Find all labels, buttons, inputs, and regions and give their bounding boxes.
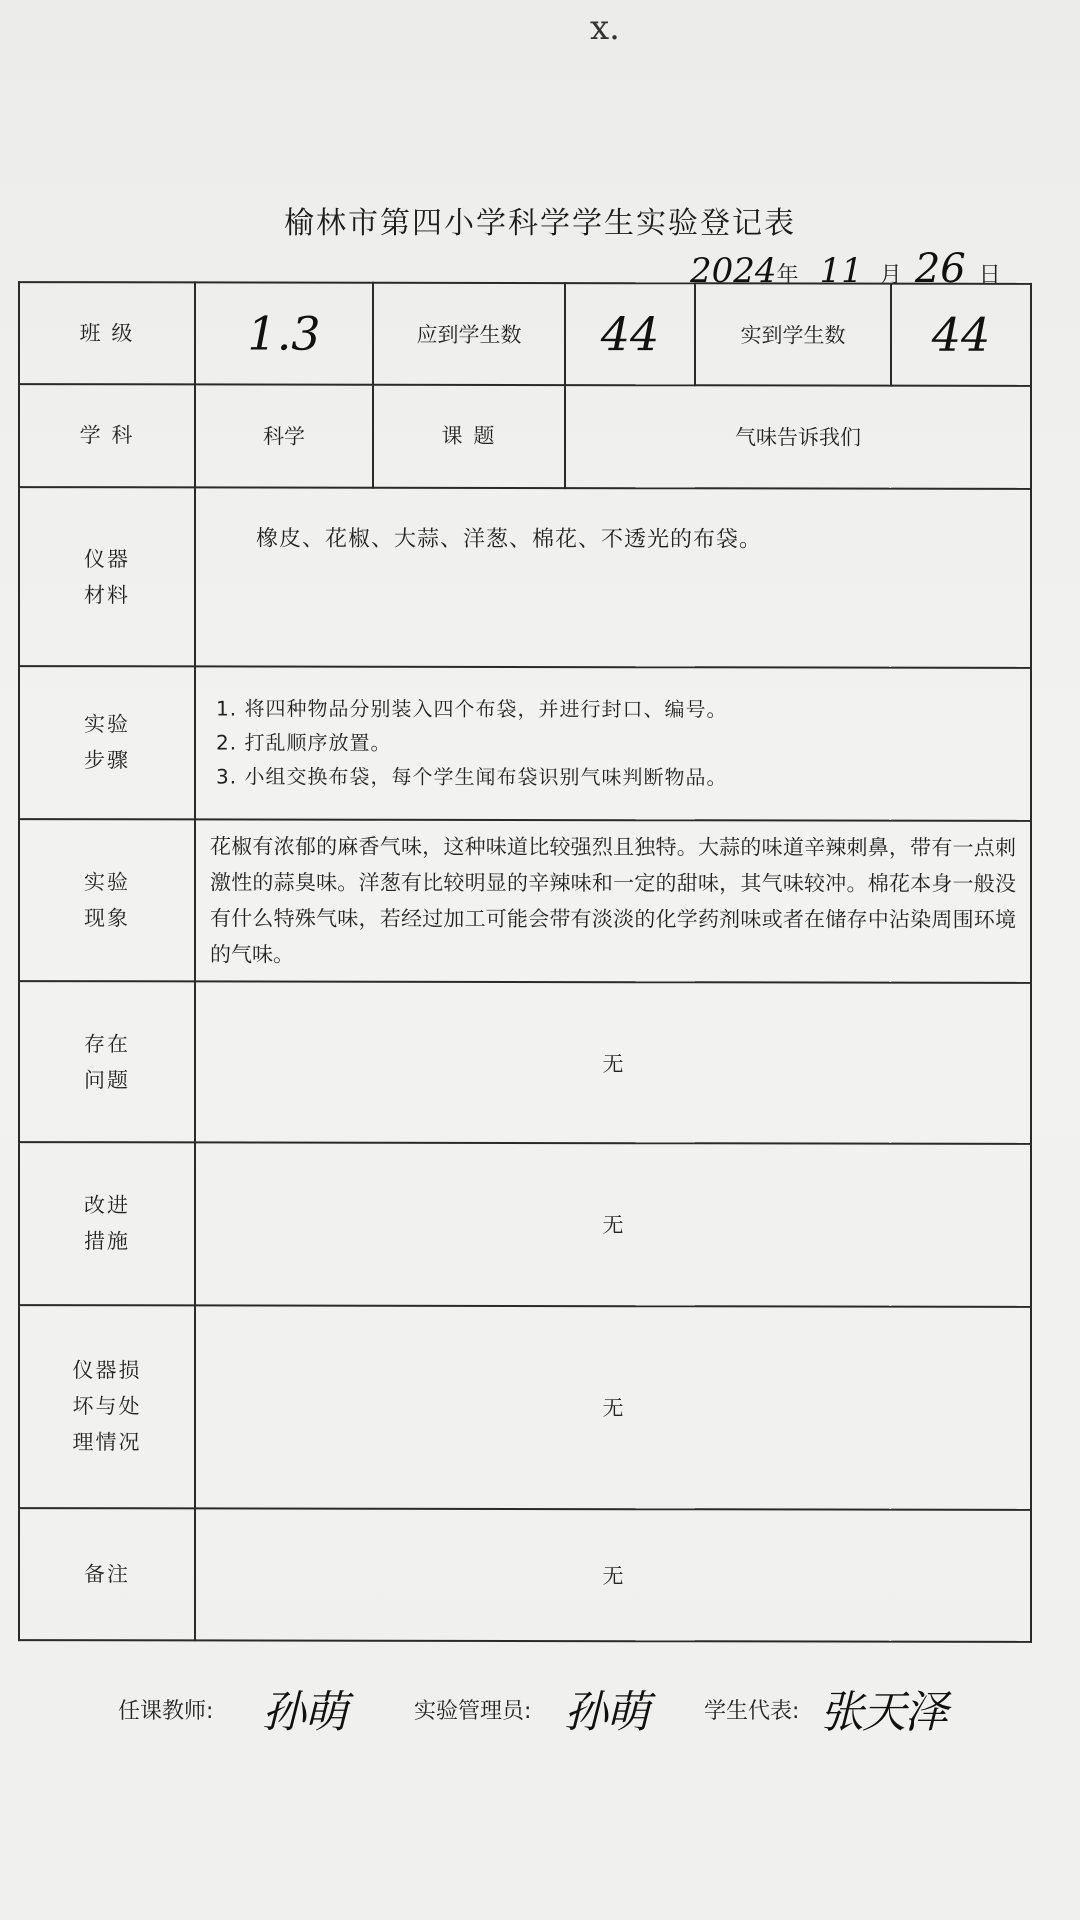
actual-students-label: 实到学生数 — [695, 283, 891, 385]
damage-label — [19, 1305, 195, 1509]
steps-list — [195, 667, 1031, 821]
phenomena-label-line1: 实验 — [84, 870, 130, 895]
top-scribble: x. — [590, 8, 620, 48]
improvements-value: 无 — [195, 1142, 1031, 1306]
table-row-subject — [19, 384, 1031, 489]
damage-value: 无 — [195, 1305, 1031, 1510]
admin-signature: 孙萌 — [564, 1687, 648, 1738]
date-year-unit: 年 — [776, 263, 799, 288]
steps-label-line2: 步骤 — [84, 748, 130, 773]
student-representative-label: 学生代表: — [704, 1699, 800, 1724]
damage-label-line2: 坏与处 — [72, 1394, 142, 1419]
table-row-phenomena — [19, 819, 1031, 983]
improvements-label-line2: 措施 — [84, 1229, 130, 1254]
date-month: 11 — [819, 251, 863, 291]
table-row-remarks — [19, 1508, 1031, 1642]
expected-students-value: 44 — [565, 283, 695, 385]
step-item: 1. 将四种物品分别装入四个布袋，并进行封口、编号。 — [216, 696, 728, 722]
phenomena-value: 花椒有浓郁的麻香气味，这种味道比较强烈且独特。大蒜的味道辛辣刺鼻，带有一点刺激性的蒜臭味。洋葱有比较明显的辛辣味和一定的甜味，其气味较冲。棉花本身一般没有什么特殊气味，若经过加工可能会带有淡淡的化学药剂味或者在储存中沾染周围环境的气味。 — [195, 819, 1031, 983]
problems-label-line2: 问题 — [84, 1067, 130, 1092]
materials-label-line2: 材料 — [84, 582, 130, 608]
remarks-value: 无 — [195, 1508, 1031, 1642]
remarks-label: 备注 — [19, 1508, 195, 1641]
table-row-improvements — [19, 1142, 1031, 1306]
date-day-unit: 日 — [978, 263, 1001, 288]
steps-label-line1: 实验 — [84, 712, 130, 737]
problems-label-line1: 存在 — [84, 1031, 130, 1056]
teacher-signature: 孙萌 — [262, 1687, 346, 1738]
improvements-label — [19, 1142, 195, 1305]
expected-students-label: 应到学生数 — [373, 283, 565, 385]
student-representative-signature: 张天泽 — [820, 1687, 946, 1738]
topic-label: 课 题 — [373, 384, 565, 488]
improvements-label-line1: 改进 — [84, 1193, 130, 1218]
step-item: 2. 打乱顺序放置。 — [216, 730, 392, 756]
phenomena-label-line2: 现象 — [84, 906, 130, 931]
phenomena-label — [19, 819, 195, 982]
actual-students-value: 44 — [891, 284, 1031, 386]
problems-label — [19, 981, 195, 1142]
table-row-steps — [19, 666, 1031, 820]
signature-footer — [0, 1676, 1080, 1756]
problems-value: 无 — [195, 982, 1031, 1144]
date-month-unit: 月 — [879, 263, 902, 288]
materials-value: 橡皮、花椒、大蒜、洋葱、棉花、不透光的布袋。 — [195, 488, 1031, 668]
materials-label-line1: 仪器 — [84, 546, 130, 572]
admin-label: 实验管理员: — [414, 1699, 532, 1724]
steps-label — [19, 666, 195, 819]
date-day: 26 — [914, 246, 966, 292]
table-row-problems — [19, 981, 1031, 1143]
table-row-materials — [19, 487, 1031, 668]
date-year: 2024 — [690, 251, 777, 291]
class-label: 班 级 — [19, 282, 195, 384]
subject-value: 科学 — [195, 384, 373, 488]
damage-label-line1: 仪器损 — [72, 1358, 142, 1383]
step-item: 3. 小组交换布袋，每个学生闻布袋识别气味判断物品。 — [216, 764, 728, 790]
subject-label: 学 科 — [19, 384, 195, 488]
damage-label-line3: 理情况 — [72, 1430, 142, 1455]
materials-label — [19, 487, 195, 666]
form-title: 榆林市第四小学科学学生实验登记表 — [284, 206, 796, 241]
table-row-damage — [19, 1305, 1031, 1510]
topic-value: 气味告诉我们 — [565, 385, 1031, 489]
registration-table-wrapper — [18, 281, 1030, 1643]
registration-table — [18, 281, 1032, 1643]
teacher-label: 任课教师: — [118, 1699, 214, 1724]
table-row-class — [19, 282, 1031, 385]
class-value: 1.3 — [195, 282, 373, 384]
